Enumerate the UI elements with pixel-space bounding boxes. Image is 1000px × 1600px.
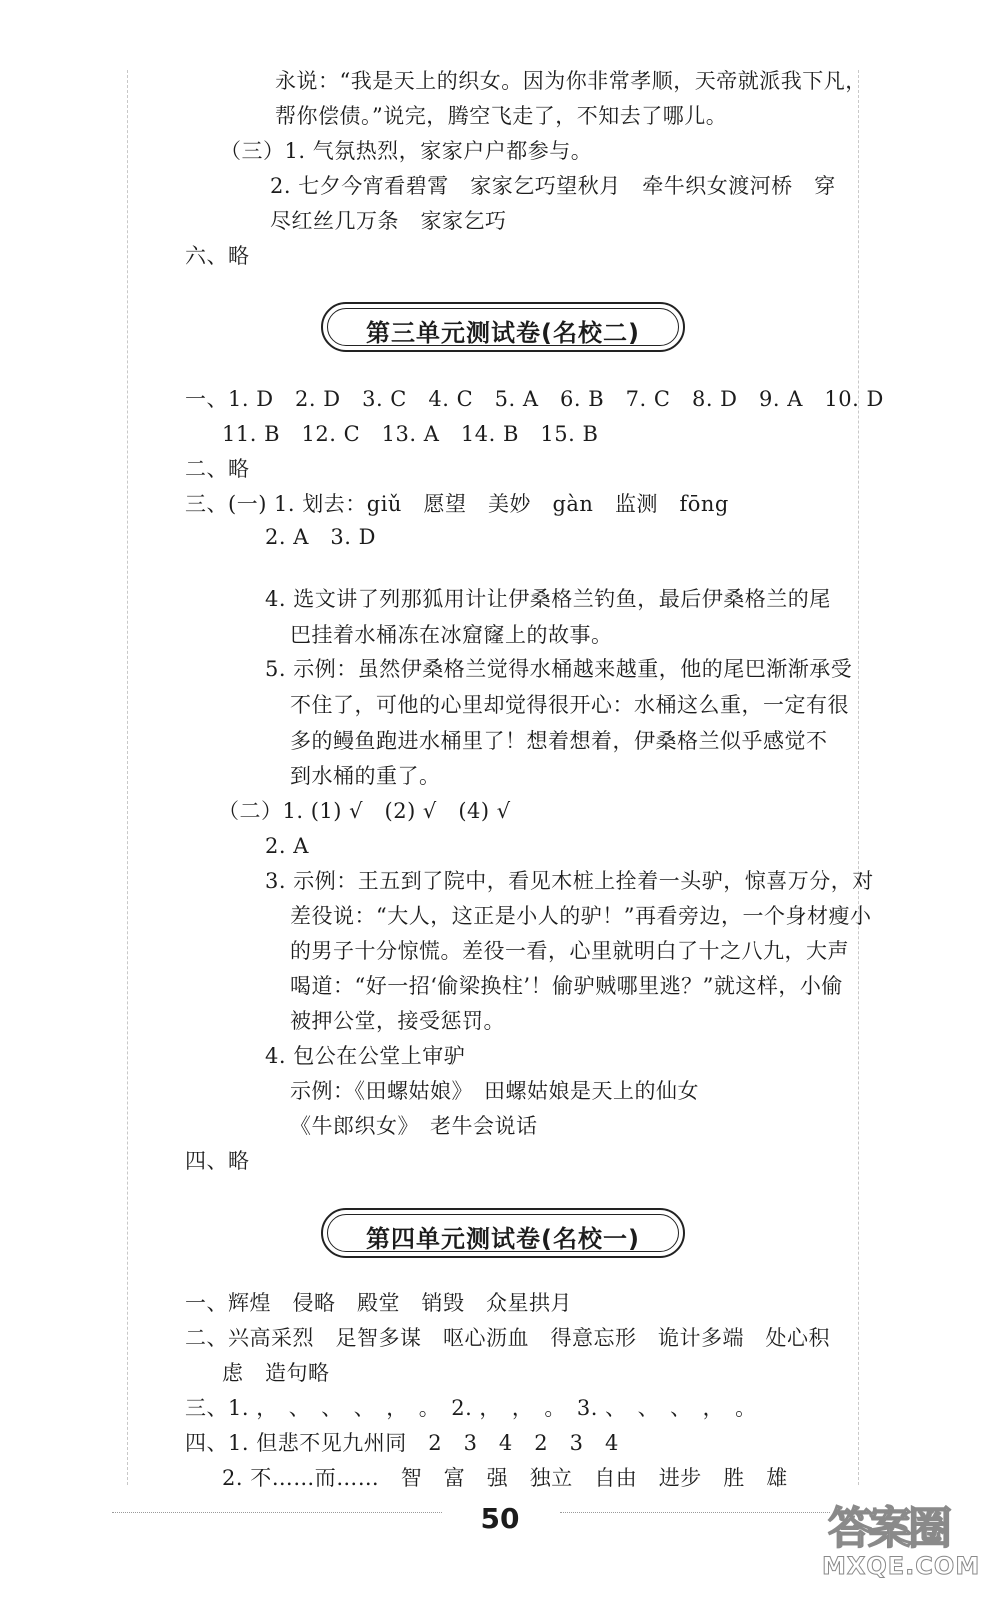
answer-line: 不住了，可他的心里却觉得很开心：水桶这么重，一定有很 — [290, 693, 849, 717]
left-margin-rule — [127, 70, 128, 1485]
watermark-url: MXQE.COM — [822, 1552, 981, 1580]
answer-line: 2. 不……而…… 智 富 强 独立 自由 进步 胜 雄 — [222, 1466, 788, 1490]
answer-line: 多的鳗鱼跑进水桶里了！想着想着，伊桑格兰似乎感觉不 — [290, 729, 828, 753]
answer-line: 一、辉煌 侵略 殿堂 销毁 众星拱月 — [185, 1291, 572, 1315]
answer-line: 2. A — [265, 834, 309, 858]
answer-line: 巴挂着水桶冻在冰窟窿上的故事。 — [290, 623, 613, 647]
watermark-chars: 答案圈 — [828, 1503, 948, 1554]
answer-line: （二）1. (1) √ (2) √ (4) √ — [218, 799, 511, 823]
answer-line: 示例：《田螺姑娘》 田螺姑娘是天上的仙女 — [290, 1079, 699, 1103]
unit4-heading-box — [321, 1208, 685, 1258]
page-number: 50 — [480, 1502, 520, 1535]
answer-line: 5. 示例：虽然伊桑格兰觉得水桶越来越重，他的尾巴渐渐承受 — [265, 657, 853, 681]
answer-line: 一、1. D 2. D 3. C 4. C 5. A 6. B 7. C 8. D 9. A 10. D — [185, 387, 884, 411]
answer-line: 3. 示例：王五到了院中，看见木桩上拴着一头驴，惊喜万分，对 — [265, 869, 874, 893]
answer-line: 六、略 — [185, 244, 250, 268]
answer-line: 2. 七夕今宵看碧霄 家家乞巧望秋月 牵牛织女渡河桥 穿 — [270, 174, 836, 198]
answer-line: 到水桶的重了。 — [290, 764, 441, 788]
answer-line: 永说：“我是天上的织女。因为你非常孝顺，天帝就派我下凡， — [275, 69, 867, 93]
answer-line: 虑 造句略 — [222, 1361, 330, 1385]
footer-rule-left — [112, 1512, 442, 1513]
answer-line: 三、1. ， 、 、 、 ， 。 2. ， ， 。 3. 、 、 、 ， 。 — [185, 1396, 757, 1420]
answer-line: 帮你偿债。”说完，腾空飞走了，不知去了哪儿。 — [275, 104, 728, 128]
answer-line: 4. 选文讲了列那狐用计让伊桑格兰钓鱼，最后伊桑格兰的尾 — [265, 587, 831, 611]
answer-line: 二、略 — [185, 457, 250, 481]
answer-line: 喝道：“好一招‘偷梁换柱’！偷驴贼哪里逃？”就这样，小偷 — [290, 974, 843, 998]
answer-line: 四、1. 但悲不见九州同 2 3 4 2 3 4 — [185, 1431, 619, 1455]
watermark-logo — [822, 1492, 992, 1592]
answer-line: 4. 包公在公堂上审驴 — [265, 1044, 466, 1068]
answer-line: 11. B 12. C 13. A 14. B 15. B — [222, 422, 599, 446]
footer-rule-right — [560, 1512, 830, 1513]
unit4-title: 第四单元测试卷(名校一) — [366, 1225, 640, 1253]
answer-line: 被押公堂，接受惩罚。 — [290, 1009, 505, 1033]
answer-line: （三）1. 气氛热烈，家家户户都参与。 — [220, 139, 593, 163]
unit3-heading-box — [321, 302, 685, 352]
answer-line: 尽红丝几万条 家家乞巧 — [270, 209, 507, 233]
right-margin-rule — [858, 70, 859, 1485]
answer-line: 的男子十分惊慌。差役一看，心里就明白了十之八九，大声 — [290, 939, 849, 963]
answer-line: 二、兴高采烈 足智多谋 呕心沥血 得意忘形 诡计多端 处心积 — [185, 1326, 830, 1350]
unit3-title: 第三单元测试卷(名校二) — [366, 319, 640, 347]
answer-line: 三、(一) 1. 划去：giǔ 愿望 美妙 gàn 监测 fōng — [185, 492, 729, 516]
answer-line: 差役说：“大人，这正是小人的驴！”再看旁边，一个身材瘦小 — [290, 904, 872, 928]
answer-line: 《牛郎织女》 老牛会说话 — [290, 1114, 538, 1138]
answer-line: 2. A 3. D — [265, 525, 376, 549]
answer-line: 四、略 — [185, 1149, 250, 1173]
